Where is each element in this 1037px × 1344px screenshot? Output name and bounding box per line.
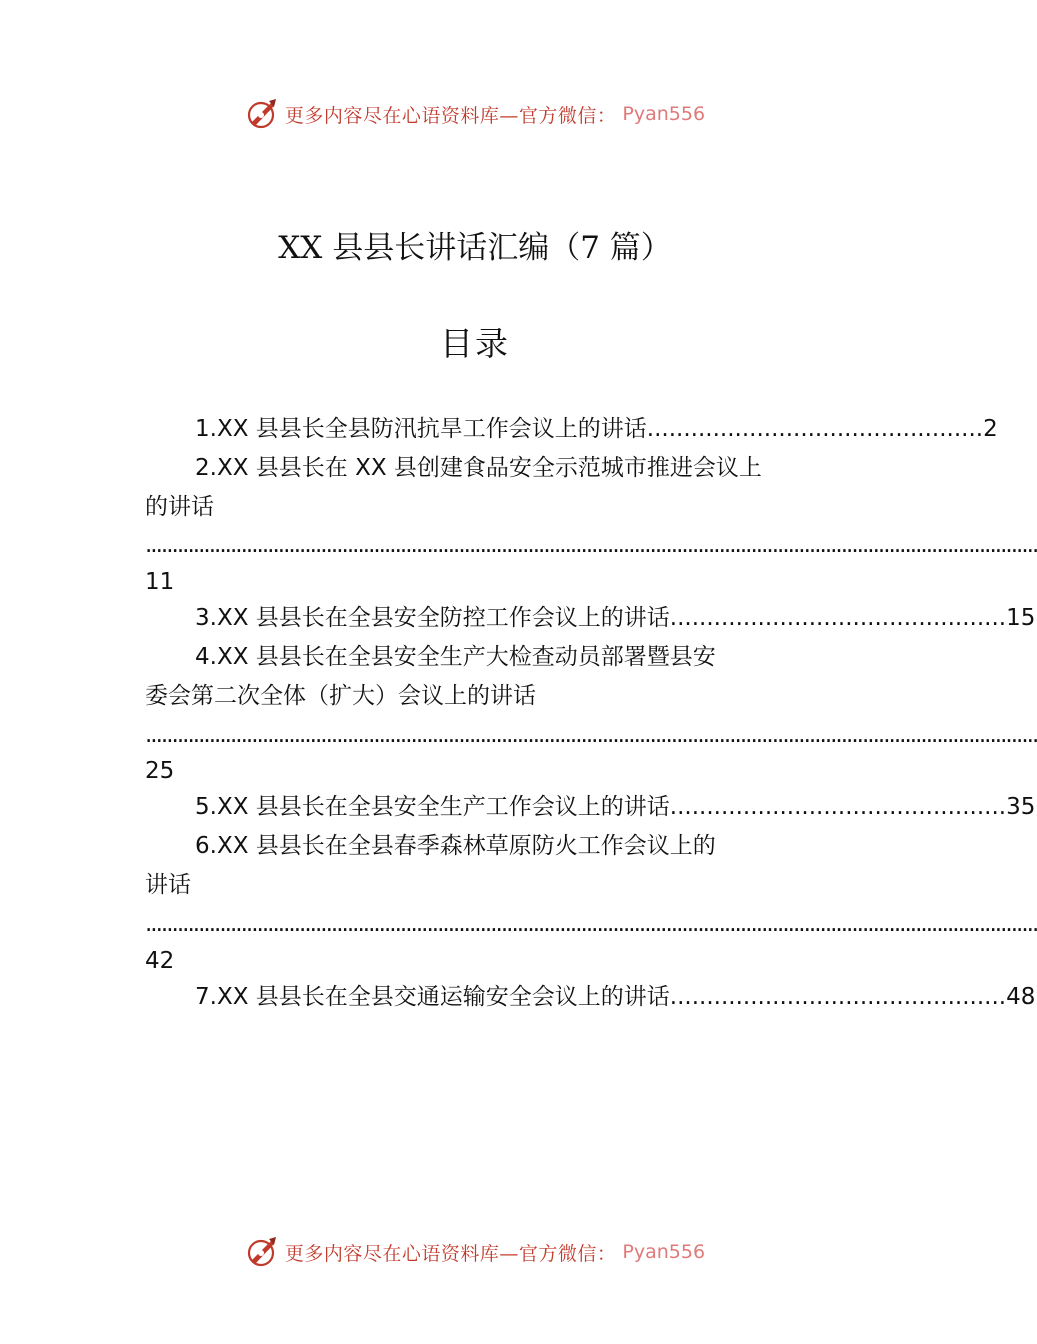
toc-entry-title-cont: 委会第二次全体（扩大）会议上的讲话 (145, 682, 536, 709)
toc-entry-6[interactable] (145, 827, 1037, 977)
toc-entry-page: 35 (1006, 794, 1036, 821)
document-title: XX 县县长讲话汇编（7 篇） (278, 230, 672, 266)
banner-text: 更多内容尽在心语资料库—官方微信： (284, 1242, 617, 1265)
toc-entry-title: 5.XX 县县长在全县安全生产工作会议上的讲话 (195, 794, 670, 821)
footer-banner (0, 1232, 950, 1272)
toc-entry-title-cont: 讲话 (145, 871, 191, 898)
toc-entry-page: 15 (1006, 605, 1036, 632)
toc-entry-title: 6.XX 县县长在全县春季森林草原防火工作会议上的 (195, 833, 716, 860)
dot-leader: .............................................. (669, 794, 1007, 821)
toc-entry-page: 2 (983, 416, 998, 442)
banner-text: 更多内容尽在心语资料库—官方微信： (284, 104, 617, 127)
dot-leader: .............................................. (669, 605, 1007, 632)
wechat-id: Pyan556 (622, 1241, 706, 1263)
toc-entry-title: 4.XX 县县长在全县安全生产大检查动员部署暨县安 (195, 643, 716, 670)
wechat-id: Pyan556 (622, 103, 706, 125)
toc-entry-page: 25 (145, 758, 175, 785)
toc-entry-page: 42 (145, 947, 175, 974)
dot-leader: ........................................................................................................................................................................ (145, 721, 1037, 748)
toc-entry-3[interactable] (145, 599, 1036, 638)
toc-entry-7[interactable] (145, 978, 1036, 1017)
toc-entry-title: 2.XX 县县长在 XX 县创建食品安全示范城市推进会议上 (195, 454, 762, 481)
dot-leader: ........................................................................................................................................................................ (145, 532, 1037, 559)
header-banner (0, 94, 950, 134)
toc-entry-page: 48 (1006, 983, 1036, 1010)
toc-entry-2[interactable] (145, 449, 1037, 599)
toc-entry-page: 11 (145, 569, 175, 596)
dot-leader: ........................................................................................................................................................................ (145, 910, 1037, 937)
toc-entry-title: 1.XX 县县长全县防汛抗旱工作会议上的讲话 (195, 416, 647, 442)
toc-entry-1[interactable] (145, 410, 998, 449)
table-of-contents (145, 410, 1037, 1016)
toc-entry-5[interactable] (145, 788, 1036, 827)
quill-pen-seal-icon (245, 97, 279, 131)
toc-heading: 目录 (440, 324, 510, 363)
toc-entry-title-cont: 的讲话 (145, 493, 214, 520)
toc-entry-title: 3.XX 县县长在全县安全防控工作会议上的讲话 (195, 605, 670, 632)
toc-entry-title: 7.XX 县县长在全县交通运输安全会议上的讲话 (195, 983, 670, 1010)
toc-entry-4[interactable] (145, 638, 1037, 788)
dot-leader: .............................................. (646, 416, 984, 442)
quill-pen-seal-icon (245, 1235, 279, 1269)
dot-leader: .............................................. (669, 983, 1007, 1010)
